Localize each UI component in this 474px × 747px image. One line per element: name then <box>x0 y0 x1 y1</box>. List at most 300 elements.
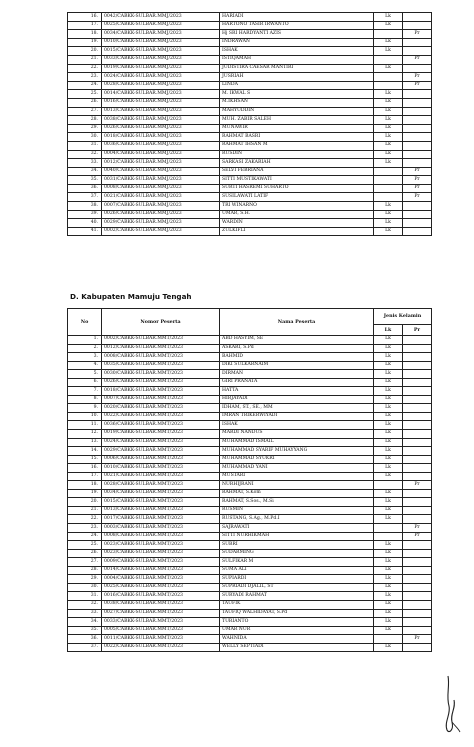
participant-name: RUSTANG, S.Ag., M.Pd.I <box>220 515 374 524</box>
row-number: 30. <box>68 583 102 592</box>
gender-pr <box>403 455 432 464</box>
row-number: 20. <box>68 47 102 56</box>
gender-pr <box>403 370 432 379</box>
row-number: 23. <box>68 524 102 533</box>
participant-name: RAHMAT IHSAN M <box>220 141 374 150</box>
participant-number: 0019/CABKK-SULBAR.MMJ/2023 <box>102 64 220 73</box>
participant-number: 0013/CABKK-SULBAR.MMJ/2023 <box>102 107 220 116</box>
participant-number: 0020/CABKK-SULBAR.MMT/2023 <box>102 404 220 413</box>
table-row <box>68 13 432 22</box>
gender-pr <box>403 133 432 142</box>
gender-pr <box>403 150 432 159</box>
gender-lk: Lk <box>374 21 403 30</box>
table-row <box>68 447 432 456</box>
gender-pr <box>403 464 432 473</box>
gender-lk: Lk <box>374 558 403 567</box>
gender-lk: Lk <box>374 498 403 507</box>
gender-pr <box>403 47 432 56</box>
table-row <box>68 176 432 185</box>
gender-pr <box>403 549 432 558</box>
participant-number: 0026/CABKK-SULBAR.MMJ/2023 <box>102 124 220 133</box>
participant-number: 0026/CABKK-SULBAR.MMT/2023 <box>102 378 220 387</box>
gender-lk: Lk <box>374 90 403 99</box>
participant-number: 0023/CABKK-SULBAR.MMT/2023 <box>102 541 220 550</box>
participant-number: 0008/CABKK-SULBAR.MMT/2023 <box>102 353 220 362</box>
participant-number: 0024/CABKK-SULBAR.MMJ/2023 <box>102 73 220 82</box>
participant-name: JUSRIAH <box>220 73 374 82</box>
participant-name: ISTIQAMAH <box>220 55 374 64</box>
participant-name: ZULKIFLI <box>220 227 374 236</box>
table-row <box>68 133 432 142</box>
participant-name: LINDA <box>220 81 374 90</box>
participant-name: SELVI FEBRIANA <box>220 167 374 176</box>
participant-number: 0018/CABKK-SULBAR.MMT/2023 <box>102 387 220 396</box>
row-number: 40. <box>68 219 102 228</box>
row-number: 36. <box>68 635 102 644</box>
gender-pr: Pr <box>403 176 432 185</box>
participants-table-mamuju <box>67 12 432 236</box>
gender-pr <box>403 353 432 362</box>
gender-lk: Lk <box>374 98 403 107</box>
row-number: 33. <box>68 609 102 618</box>
row-number: 15. <box>68 455 102 464</box>
gender-pr <box>403 498 432 507</box>
table-row <box>68 21 432 30</box>
participant-number: 0026/CABKK-SULBAR.MMJ/2023 <box>102 210 220 219</box>
participant-number: 0027/CABKK-SULBAR.MMT/2023 <box>102 609 220 618</box>
gender-pr <box>403 626 432 635</box>
row-number: 19. <box>68 489 102 498</box>
gender-lk: Lk <box>374 618 403 627</box>
row-number: 14. <box>68 447 102 456</box>
gender-lk: Lk <box>374 541 403 550</box>
gender-lk: Lk <box>374 643 403 652</box>
participant-name: RUSMIN <box>220 506 374 515</box>
participant-number: 0024/CABKK-SULBAR.MMT/2023 <box>102 438 220 447</box>
row-number: 20. <box>68 498 102 507</box>
row-number: 28. <box>68 116 102 125</box>
participant-name: ASKARI, S.Pd <box>220 344 374 353</box>
table-row <box>68 210 432 219</box>
row-number: 31. <box>68 141 102 150</box>
gender-lk <box>374 635 403 644</box>
row-number: 12. <box>68 430 102 439</box>
row-number: 32. <box>68 600 102 609</box>
header-lk: Lk <box>374 325 403 336</box>
participant-number: 0029/CABKK-SULBAR.MMT/2023 <box>102 447 220 456</box>
gender-pr <box>403 210 432 219</box>
gender-lk: Lk <box>374 421 403 430</box>
table-row <box>68 481 432 490</box>
participant-number: 0014/CABKK-SULBAR.MMJ/2023 <box>102 90 220 99</box>
participant-name: SURTI HASREMI SUHARTO <box>220 184 374 193</box>
gender-lk: Lk <box>374 472 403 481</box>
participant-number: 0010/CABKK-SULBAR.MMJ/2023 <box>102 38 220 47</box>
gender-pr: Pr <box>403 73 432 82</box>
gender-lk: Lk <box>374 141 403 150</box>
gender-lk <box>374 532 403 541</box>
participant-number: 0008/CABKK-SULBAR.MMT/2023 <box>102 532 220 541</box>
participant-number: 0021/CABKK-SULBAR.MMT/2023 <box>102 472 220 481</box>
participant-name: WARDIN <box>220 219 374 228</box>
gender-lk: Lk <box>374 133 403 142</box>
participant-number: 0035/CABKK-SULBAR.MMT/2023 <box>102 361 220 370</box>
table-row <box>68 541 432 550</box>
row-number: 38. <box>68 202 102 211</box>
gender-lk: Lk <box>374 219 403 228</box>
row-number: 39. <box>68 210 102 219</box>
gender-lk <box>374 30 403 39</box>
participant-number: 0011/CABKK-SULBAR.MMT/2023 <box>102 635 220 644</box>
table-row <box>68 202 432 211</box>
gender-lk: Lk <box>374 566 403 575</box>
gender-lk: Lk <box>374 404 403 413</box>
table-row <box>68 167 432 176</box>
table-row <box>68 55 432 64</box>
participant-number: 0009/CABKK-SULBAR.MMT/2023 <box>102 558 220 567</box>
table-row <box>68 159 432 168</box>
table-row <box>68 506 432 515</box>
gender-lk: Lk <box>374 447 403 456</box>
participant-name: TURIANTO <box>220 618 374 627</box>
gender-lk: Lk <box>374 506 403 515</box>
participant-name: RAHMAT, S.Kom <box>220 489 374 498</box>
row-number: 27. <box>68 107 102 116</box>
participant-name: NURHIJRANI <box>220 481 374 490</box>
participant-number: 0007/CABKK-SULBAR.MMJ/2023 <box>102 202 220 211</box>
gender-pr <box>403 600 432 609</box>
participant-number: 0019/CABKK-SULBAR.MMT/2023 <box>102 430 220 439</box>
participant-number: 0021/CABKK-SULBAR.MMJ/2023 <box>102 193 220 202</box>
gender-lk: Lk <box>374 412 403 421</box>
gender-pr <box>403 387 432 396</box>
table-row <box>68 498 432 507</box>
gender-lk <box>374 481 403 490</box>
gender-pr <box>403 98 432 107</box>
table-row <box>68 141 432 150</box>
participant-number: 0012/CABKK-SULBAR.MMT/2023 <box>102 344 220 353</box>
participant-number: 0031/CABKK-SULBAR.MMJ/2023 <box>102 176 220 185</box>
row-number: 17. <box>68 21 102 30</box>
table-header <box>68 309 432 336</box>
gender-pr <box>403 116 432 125</box>
gender-lk <box>374 524 403 533</box>
participant-number: 0038/CABKK-SULBAR.MMJ/2023 <box>102 116 220 125</box>
participant-name: MUHAMMAD SYUKRI <box>220 455 374 464</box>
row-number: 34. <box>68 167 102 176</box>
row-number: 1. <box>68 336 102 345</box>
row-number: 21. <box>68 55 102 64</box>
participant-number: 0033/CABKK-SULBAR.MMT/2023 <box>102 618 220 627</box>
gender-pr <box>403 558 432 567</box>
gender-pr <box>403 21 432 30</box>
participants-table-mamuju-tengah <box>67 308 432 652</box>
participant-name: Hj SRI HARDYANTI AZIS <box>220 30 374 39</box>
table-row <box>68 395 432 404</box>
gender-pr <box>403 336 432 345</box>
participant-name: MUHAMMAD ISMAIL <box>220 438 374 447</box>
row-number: 7. <box>68 387 102 396</box>
gender-pr <box>403 438 432 447</box>
gender-lk <box>374 184 403 193</box>
header-no: No <box>68 309 102 336</box>
participant-name: MUSTARI <box>220 472 374 481</box>
header-pr: Pr <box>403 325 432 336</box>
gender-pr: Pr <box>403 481 432 490</box>
participant-number: 0034/CABKK-SULBAR.MMT/2023 <box>102 489 220 498</box>
row-number: 22. <box>68 64 102 73</box>
table-row <box>68 193 432 202</box>
gender-pr <box>403 344 432 353</box>
row-number: 37. <box>68 643 102 652</box>
row-number: 29. <box>68 124 102 133</box>
section-heading-mamuju-tengah: D. Kabupaten Mamuju Tengah <box>70 292 192 301</box>
participant-name: RAHMAT, S.Sos., M.Si <box>220 498 374 507</box>
table-row <box>68 150 432 159</box>
gender-pr <box>403 38 432 47</box>
participant-name: SUBRI <box>220 541 374 550</box>
header-nomor-peserta: Nomor Peserta <box>102 309 220 336</box>
participant-number: 0036/CABKK-SULBAR.MMT/2023 <box>102 421 220 430</box>
participant-number: 0036/CABKK-SULBAR.MMJ/2023 <box>102 141 220 150</box>
participant-name: HIRJAYADI <box>220 395 374 404</box>
table-row <box>68 227 432 236</box>
participant-name: MUHAMMAD YANI <box>220 464 374 473</box>
gender-lk: Lk <box>374 227 403 236</box>
participant-name: SAJRAWATI <box>220 524 374 533</box>
table-row <box>68 524 432 533</box>
row-number: 13. <box>68 438 102 447</box>
gender-pr <box>403 13 432 22</box>
table-row <box>68 370 432 379</box>
participant-number: 0005/CABKK-SULBAR.MMT/2023 <box>102 626 220 635</box>
participant-number: 0006/CABKK-SULBAR.MMT/2023 <box>102 455 220 464</box>
table-row <box>68 583 432 592</box>
participants-table-mamuju-tengah-body <box>68 336 432 652</box>
gender-pr <box>403 404 432 413</box>
table-row <box>68 575 432 584</box>
table-row <box>68 549 432 558</box>
participant-number: 0017/CABKK-SULBAR.MMT/2023 <box>102 515 220 524</box>
participant-number: 0022/CABKK-SULBAR.MMT/2023 <box>102 643 220 652</box>
gender-pr <box>403 227 432 236</box>
table-row <box>68 124 432 133</box>
row-number: 26. <box>68 549 102 558</box>
table-row <box>68 609 432 618</box>
table-row <box>68 353 432 362</box>
participant-name: DIRMAN <box>220 370 374 379</box>
gender-pr: Pr <box>403 524 432 533</box>
row-number: 18. <box>68 30 102 39</box>
table-row <box>68 489 432 498</box>
participant-number: 0015/CABKK-SULBAR.MMJ/2023 <box>102 47 220 56</box>
gender-pr <box>403 64 432 73</box>
participant-name: JUDISTIRA CAESAR MANTIRI <box>220 64 374 73</box>
gender-lk: Lk <box>374 210 403 219</box>
row-number: 24. <box>68 532 102 541</box>
table-row <box>68 73 432 82</box>
gender-pr <box>403 618 432 627</box>
participant-name: DIKI SULKARNAIM <box>220 361 374 370</box>
participant-name: M.IKHSAN <box>220 98 374 107</box>
participant-name: WAHNIDA <box>220 635 374 644</box>
row-number: 35. <box>68 176 102 185</box>
gender-pr <box>403 472 432 481</box>
participant-number: 0002/CABKK-SULBAR.MMJ/2023 <box>102 227 220 236</box>
participant-number: 0004/CABKK-SULBAR.MMT/2023 <box>102 575 220 584</box>
table-row <box>68 558 432 567</box>
row-number: 9. <box>68 404 102 413</box>
gender-pr <box>403 447 432 456</box>
table-row <box>68 592 432 601</box>
gender-lk: Lk <box>374 361 403 370</box>
participant-name: BAHMID <box>220 353 374 362</box>
participant-name: SUPRIADI DJALIL, ST <box>220 583 374 592</box>
gender-lk: Lk <box>374 430 403 439</box>
gender-pr <box>403 592 432 601</box>
table-row <box>68 30 432 39</box>
table-row <box>68 219 432 228</box>
table-row <box>68 600 432 609</box>
gender-pr <box>403 159 432 168</box>
participant-number: 0007/CABKK-SULBAR.MMT/2023 <box>102 395 220 404</box>
participant-number: 0003/CABKK-SULBAR.MMT/2023 <box>102 524 220 533</box>
participant-number: 0010/CABKK-SULBAR.MMT/2023 <box>102 464 220 473</box>
table-row <box>68 566 432 575</box>
participant-number: 0038/CABKK-SULBAR.MMT/2023 <box>102 600 220 609</box>
gender-pr <box>403 395 432 404</box>
row-number: 16. <box>68 464 102 473</box>
row-number: 27. <box>68 558 102 567</box>
gender-lk: Lk <box>374 455 403 464</box>
gender-pr <box>403 575 432 584</box>
table-row <box>68 643 432 652</box>
participant-name: INDRAWAN <box>220 38 374 47</box>
gender-lk: Lk <box>374 583 403 592</box>
participant-number: 0016/CABKK-SULBAR.MMJ/2023 <box>102 98 220 107</box>
row-number: 35. <box>68 626 102 635</box>
participant-name: IDHAM, ST., SE., MM <box>220 404 374 413</box>
participant-name: SUPIARDI <box>220 575 374 584</box>
row-number: 18. <box>68 481 102 490</box>
participant-name: MAHYUDDIN <box>220 107 374 116</box>
row-number: 28. <box>68 566 102 575</box>
participant-number: 0033/CABKK-SULBAR.MMJ/2023 <box>102 55 220 64</box>
participant-name: SULFIKAR M <box>220 558 374 567</box>
participant-name: SARKASI ZAKARIAH <box>220 159 374 168</box>
table-row <box>68 421 432 430</box>
participant-name: MUH. ZABIR SALEH <box>220 116 374 125</box>
participant-name: RUSDIN <box>220 150 374 159</box>
participant-name: MARDI NANDUS <box>220 430 374 439</box>
table-row <box>68 430 432 439</box>
participant-number: 0002/CABKK-SULBAR.MMT/2023 <box>102 336 220 345</box>
participant-name: TAUFIQ WALHIDAYAT, S.Pd <box>220 609 374 618</box>
table-row <box>68 515 432 524</box>
row-number: 36. <box>68 184 102 193</box>
participant-number: 0015/CABKK-SULBAR.MMT/2023 <box>102 498 220 507</box>
gender-lk: Lk <box>374 159 403 168</box>
gender-lk <box>374 81 403 90</box>
gender-lk <box>374 55 403 64</box>
gender-pr: Pr <box>403 532 432 541</box>
row-number: 16. <box>68 13 102 22</box>
participant-number: 0030/CABKK-SULBAR.MMT/2023 <box>102 370 220 379</box>
gender-pr <box>403 107 432 116</box>
participant-number: 0012/CABKK-SULBAR.MMJ/2023 <box>102 159 220 168</box>
participant-number: 0023/CABKK-SULBAR.MMT/2023 <box>102 549 220 558</box>
row-number: 19. <box>68 38 102 47</box>
participant-name: SITTI MUSTIKAWATI <box>220 176 374 185</box>
gender-lk: Lk <box>374 38 403 47</box>
table-row <box>68 618 432 627</box>
participant-name: SUMA ALI <box>220 566 374 575</box>
gender-lk <box>374 193 403 202</box>
participant-name: SUSILAWATI LATIF <box>220 193 374 202</box>
table-row <box>68 184 432 193</box>
gender-lk: Lk <box>374 395 403 404</box>
row-number: 6. <box>68 378 102 387</box>
row-number: 11. <box>68 421 102 430</box>
participant-name: ISHAK <box>220 421 374 430</box>
participant-name: TAUFIK <box>220 600 374 609</box>
row-number: 8. <box>68 395 102 404</box>
participant-number: 0014/CABKK-SULBAR.MMT/2023 <box>102 566 220 575</box>
table-row <box>68 336 432 345</box>
gender-pr: Pr <box>403 167 432 176</box>
row-number: 25. <box>68 90 102 99</box>
participant-number: 0029/CABKK-SULBAR.MMJ/2023 <box>102 219 220 228</box>
participant-name: UMAR, S.H. <box>220 210 374 219</box>
table-row <box>68 455 432 464</box>
gender-lk: Lk <box>374 47 403 56</box>
row-number: 4. <box>68 361 102 370</box>
gender-pr <box>403 202 432 211</box>
participant-number: 0034/CABKK-SULBAR.MMJ/2023 <box>102 30 220 39</box>
gender-lk: Lk <box>374 353 403 362</box>
row-number: 37. <box>68 193 102 202</box>
gender-pr <box>403 378 432 387</box>
gender-pr: Pr <box>403 30 432 39</box>
gender-pr: Pr <box>403 81 432 90</box>
table-row <box>68 38 432 47</box>
gender-lk: Lk <box>374 64 403 73</box>
table-row <box>68 464 432 473</box>
gender-lk: Lk <box>374 600 403 609</box>
participants-table-mamuju-body <box>68 13 432 236</box>
gender-pr <box>403 643 432 652</box>
gender-pr <box>403 141 432 150</box>
row-number: 26. <box>68 98 102 107</box>
participant-number: 0025/CABKK-SULBAR.MMT/2023 <box>102 583 220 592</box>
row-number: 31. <box>68 592 102 601</box>
gender-lk: Lk <box>374 515 403 524</box>
header-jenis-kelamin: Jenis Kelamin <box>374 309 432 325</box>
participant-name: TRI WINARNO <box>220 202 374 211</box>
row-number: 23. <box>68 73 102 82</box>
table-row <box>68 472 432 481</box>
gender-lk <box>374 167 403 176</box>
gender-pr <box>403 506 432 515</box>
gender-lk: Lk <box>374 116 403 125</box>
table-row <box>68 64 432 73</box>
row-number: 2. <box>68 344 102 353</box>
table-row <box>68 404 432 413</box>
participant-number: 0016/CABKK-SULBAR.MMT/2023 <box>102 592 220 601</box>
gender-pr: Pr <box>403 184 432 193</box>
row-number: 17. <box>68 472 102 481</box>
gender-pr: Pr <box>403 55 432 64</box>
